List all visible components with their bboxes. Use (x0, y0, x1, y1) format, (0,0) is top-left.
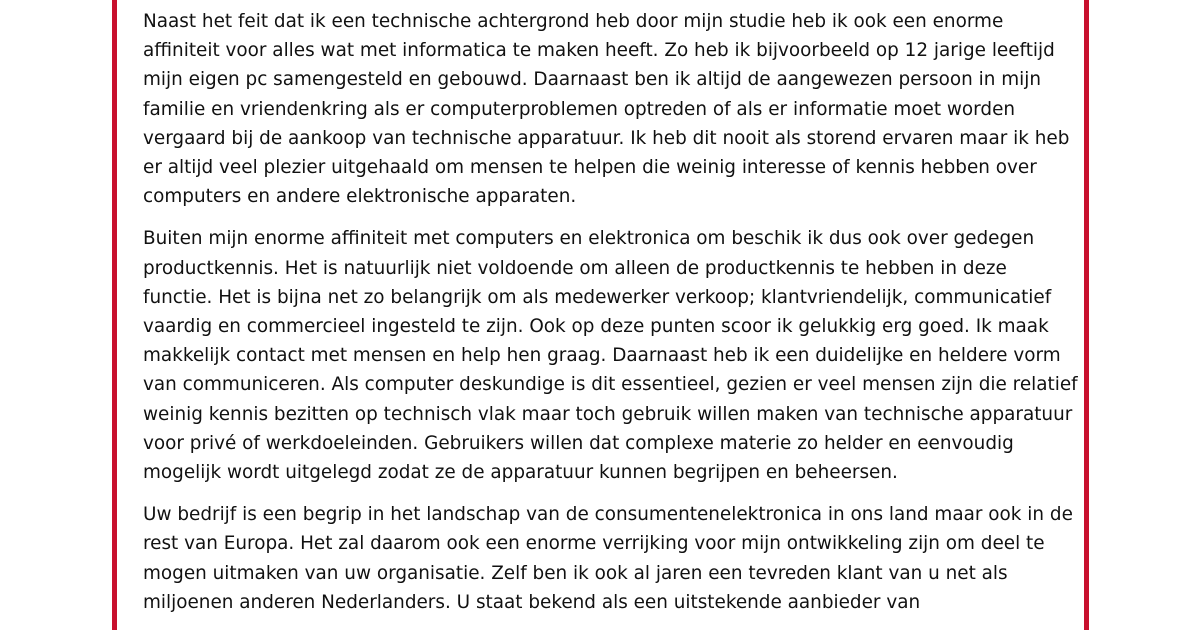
text-line: van communiceren. Als computer deskundige is dit essentieel, gezien er veel mensen zijn die relatief (143, 374, 1078, 396)
text-line: er altijd veel plezier uitgehaald om mensen te helpen die weinig interesse of kennis hebben over (143, 157, 1037, 179)
paragraph-2 (143, 224, 1078, 487)
text-line: vergaard bij de aankoop van technische apparatuur. Ik heb dit nooit als storend ervaren maar ik heb (143, 127, 1070, 149)
page-border-left (112, 0, 117, 630)
text-line: rest van Europa. Het zal daarom ook een enorme verrijking voor mijn ontwikkeling zijn om deel te (143, 533, 1045, 555)
page-border-right (1084, 0, 1089, 630)
paragraph-3 (143, 500, 1073, 617)
text-line: mogelijk wordt uitgelegd zodat ze de apparatuur kunnen begrijpen en beheersen. (143, 462, 898, 484)
text-line: mogen uitmaken van uw organisatie. Zelf ben ik ook al jaren een tevreden klant van u net als (143, 562, 1008, 584)
text-line: voor privé of werkdoeleinden. Gebruikers willen dat complexe materie zo helder en eenvoudig (143, 432, 1014, 454)
text-line: functie. Het is bijna net zo belangrijk om als medewerker verkoop; klantvriendelijk, communicatief (143, 286, 1052, 308)
text-line: Buiten mijn enorme affiniteit met computers en elektronica om beschik ik dus ook over gedegen (143, 228, 1035, 250)
text-line: computers en andere elektronische apparaten. (143, 186, 577, 208)
letter-body (143, 7, 1078, 630)
text-line: familie en vriendenkring als er computerproblemen optreden of als er informatie moet worden (143, 98, 1016, 120)
paragraph-1 (143, 7, 1070, 211)
text-line: weinig kennis bezitten op technisch vlak maar toch gebruik willen maken van technische apparatuur (143, 403, 1073, 425)
text-line: productkennis. Het is natuurlijk niet voldoende om alleen de productkennis te hebben in deze (143, 257, 1007, 279)
text-line: vaardig en commercieel ingesteld te zijn. Ook op deze punten scoor ik gelukkig erg goed. Ik maak (143, 316, 1049, 338)
text-line: miljoenen anderen Nederlanders. U staat bekend als een uitstekende aanbieder van (143, 591, 921, 613)
text-line: affiniteit voor alles wat met informatica te maken heeft. Zo heb ik bijvoorbeeld op 12 jarige leeftijd (143, 40, 1055, 62)
text-line: mijn eigen pc samengesteld en gebouwd. Daarnaast ben ik altijd de aangewezen persoon in mijn (143, 69, 1042, 91)
text-line: Naast het feit dat ik een technische achtergrond heb door mijn studie heb ik ook een enorme (143, 11, 1004, 32)
text-line: makkelijk contact met mensen en help hen graag. Daarnaast heb ik een duidelijke en heldere vorm (143, 345, 1061, 367)
text-line: Uw bedrijf is een begrip in het landschap van de consumentenelektronica in ons land maar ook in de (143, 504, 1073, 526)
